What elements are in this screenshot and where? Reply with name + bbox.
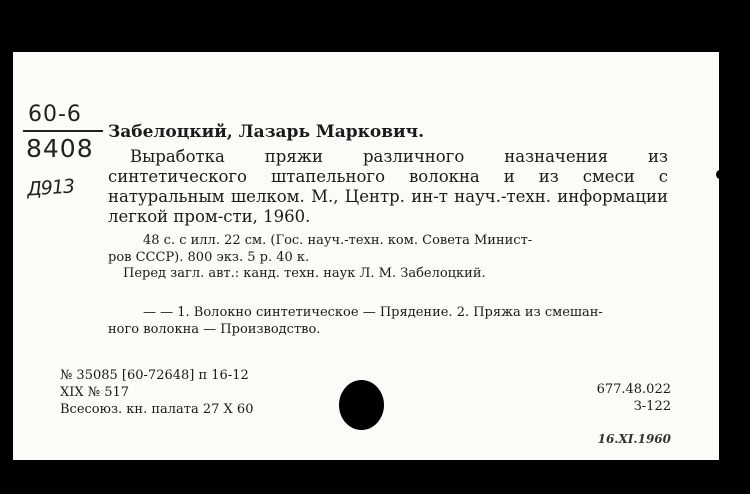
book-chamber-line: Всесоюз. кн. палата 27 X 60 bbox=[60, 402, 254, 417]
call-number-bottom: 8408 bbox=[26, 134, 94, 163]
classification-number: 677.48.022 bbox=[596, 382, 671, 397]
date-stamp: 16.XI.1960 bbox=[597, 432, 671, 446]
handwritten-mark: Д913 bbox=[26, 175, 75, 201]
punch-hole bbox=[339, 380, 384, 430]
tracings-line-1: — — 1. Волокно синтетическое — Прядение. 2. Пряжа из смешан- bbox=[143, 305, 603, 320]
title-block: Выработка пряжи различного назначения из синтетического штапельного волокна и из смеси с натуральным шелком. М., Центр. ин-т науч.-техн. информации легкой пром-сти, 1960. bbox=[108, 147, 668, 226]
collation-line-1: 48 с. с илл. 22 см. (Гос. науч.-техн. ком. Совета Минист- bbox=[143, 233, 533, 248]
catalog-card bbox=[13, 52, 719, 460]
series-number: XIX № 517 bbox=[60, 385, 130, 400]
author-sign: З-122 bbox=[633, 399, 671, 414]
record-number: № 35085 [60-72648] п 16-12 bbox=[60, 368, 249, 383]
tracings-line-2: ного волокна — Производство. bbox=[108, 322, 321, 337]
author-heading: Забелоцкий, Лазарь Маркович. bbox=[108, 122, 425, 142]
ink-blot bbox=[716, 170, 719, 179]
author-note: Перед загл. авт.: канд. техн. наук Л. М. Забелоцкий. bbox=[123, 266, 486, 281]
call-number-top: 60-6 bbox=[28, 102, 82, 127]
call-number-divider bbox=[23, 130, 103, 132]
collation-line-2: ров СССР). 800 экз. 5 р. 40 к. bbox=[108, 250, 310, 265]
